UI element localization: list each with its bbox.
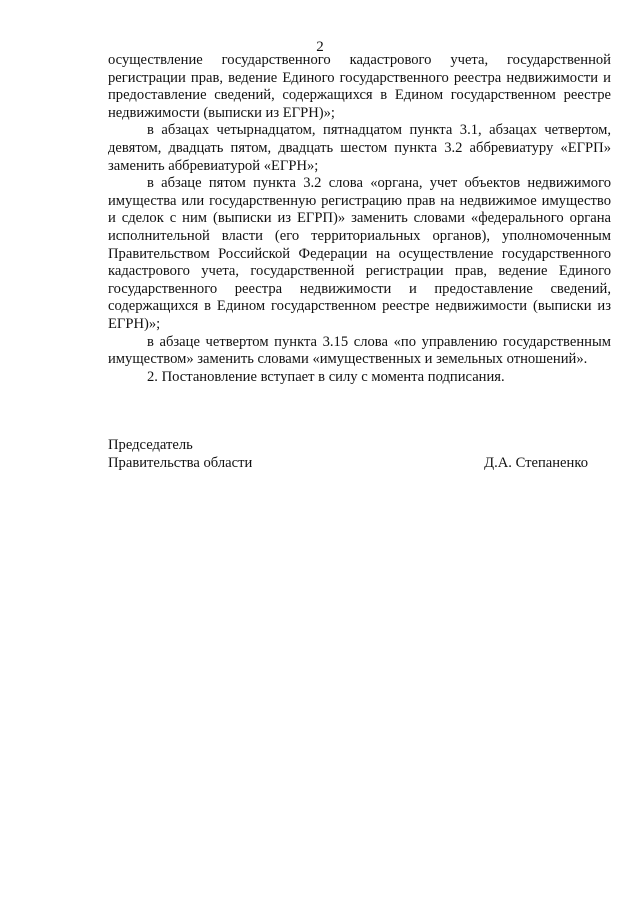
signature-title-line-1	[108, 436, 588, 454]
signatory-name: Д.А. Степаненко	[484, 455, 588, 471]
paragraph-clause-3-15-change: в абзаце четвертом пункта 3.15 слова «по управлению государственным имуществом» заменить словами «имущественных и земельных отношений».	[108, 333, 611, 368]
signature-title-government: Правительства области	[108, 455, 253, 471]
page-number: 2	[316, 39, 324, 55]
paragraph-effective-date: 2. Постановление вступает в силу с момента подписания.	[147, 368, 505, 385]
document-body	[108, 52, 611, 386]
signature-title-chairman: Председатель	[108, 437, 193, 453]
paragraph-continuation: осуществление государственного кадастрового учета, государственной регистрации прав, ведение Единого государственного реестра недвижимости и предоставление сведений, содержащихся в Едином государственном реестре недвижимости (выписки из ЕГРН)»;	[108, 52, 611, 121]
paragraph-abbreviation-change: в абзацах четырнадцатом, пятнадцатом пункта 3.1, абзацах четвертом, девятом, двадцать пятом, двадцать шестом пункта 3.2 аббревиатуру «ЕГРП» заменить аббревиатурой «ЕГРН»;	[108, 122, 611, 174]
signature-title-line-2	[108, 454, 588, 472]
paragraph-clause-3-2-change: в абзаце пятом пункта 3.2 слова «органа, учет объектов недвижимого имущества или государственную регистрацию прав на недвижимое имущество и сделок с ним (выписки из ЕГРП)» заменить словами «федерального органа исполнительной власти (его территориальных органов), уполномоченным Правительством Российской Федерации на осуществление государственного кадастрового учета, государственной регистрации прав, ведение Единого государственного реестра недвижимости и предоставление сведений, содержащихся в Едином государственном реестре недвижимости (выписки из ЕГРН)»;	[108, 175, 611, 332]
signature-block	[108, 436, 588, 472]
